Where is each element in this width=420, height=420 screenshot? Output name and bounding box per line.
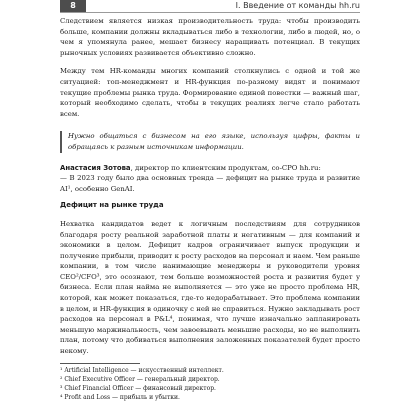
footnote: ¹ Artificial Intelligence — искусственный интеллект.: [60, 366, 224, 374]
paragraph: Между тем HR-команды многих компаний столкнулись с одной и той же ситуацией: топ-менеджмент и HR-функция по-разному видят и понимают текущие проблемы рынка труда. Формирование единой повестки — важный шаг, который необходимо сделать, чтобы в текущих реалиях легче стало работать всем.: [60, 67, 360, 118]
page-number: 8: [60, 0, 86, 12]
footnote-divider: [60, 363, 140, 364]
page-header: [60, 0, 360, 13]
pull-quote: Нужно общаться с бизнесом на его языке, используя цифры, факты и обращаясь к разным источникам информации.: [60, 131, 360, 152]
footnote: ³ Chief Financial Officer — финансовый директор.: [60, 384, 216, 392]
speaker-role: , директор по клиентским продуктам, co-CPO hh.ru:: [130, 163, 321, 172]
paragraph: Следствием является низкая производительность труда: чтобы производить больше, компании должны вкладываться либо в технологии, либо в людей, но, о чем я упомянула ранее, мешает бизнесу наращивать потенциал. В текущих рыночных условиях развивается объективно сложно.: [60, 17, 360, 57]
section-heading: Дефицит на рынке труда: [60, 201, 164, 210]
paragraph: Нехватка кандидатов ведет к логичным последствиям для сотрудников благодаря росту реальной заработной платы и негативным — для компаний и экономики в целом. Дефицит кадров ограничивает выпуск продукции и получение прибыли, приводит к росту расходов на персонал и наем. Чем раньше компании, в том числе нанимающие менеджеры и руководители уровня CEO²/CFO³, это осознают, тем больше возможностей роста и развития будет у бизнеса. Если план найма не выполняется — это уже не просто проблема HR, которой, как может показаться, где-то недорабатывает. Это проблема компании в целом, и HR-функция в одиночку с ней не справиться. Нужно закладывать рост расходов на персонал в P&L⁴, понимая, что лучше изначально запланировать меньшую маржинальность, чем завоевывать меньшие расходы, но не выполнить план, потому что добиваться выполнения заложенных показателей будет просто некому.: [60, 219, 360, 356]
running-head: I. Введение от команды hh.ru: [235, 1, 360, 10]
footnote: ² Chief Executive Officer — генеральный директор.: [60, 375, 220, 383]
footnote: ⁴ Profit and Loss — прибыль и убытки.: [60, 393, 180, 401]
speaker-line: [60, 163, 360, 174]
paragraph: — В 2023 году было два основных тренда — дефицит на рынке труда и развитие AI¹, особенно GenAI.: [60, 174, 360, 193]
page-body: [60, 16, 360, 402]
speaker-name: Анастасия Зотова: [60, 163, 131, 172]
